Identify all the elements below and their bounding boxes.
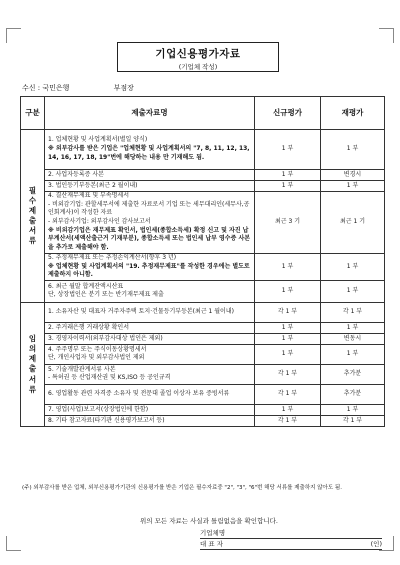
table-row [21,170,385,181]
document-name-cell [45,170,255,181]
document-name-line: - 특허권 등 산업재산권 및 KS,ISO 등 공인규격 [48,374,171,382]
re-evaluation-cell: 1 부 [321,130,385,170]
re-evaluation-cell: 최근 1 기 [321,192,385,254]
section-label-char: 서 [28,374,37,384]
document-name-cell [45,130,255,170]
new-evaluation-cell: 1 부 [255,344,321,364]
footnote: (주) 외부감사를 받은 업체, 외부신용평가기관의 신용평가를 받은 기업은 필수자료중 "2", "3", "6"번 해당 서류를 제출하지 않아도 됨. [22,485,342,491]
section-label-char: 제 [28,354,37,364]
document-name-cell [45,280,255,302]
re-evaluation-cell: 변동시 [321,333,385,344]
new-evaluation-cell: 1 부 [255,253,321,280]
document-name-line: 3. 법인등기부등본(최근 2 월이내) [48,181,138,189]
document-name-cell [45,333,255,344]
document-name-cell [45,364,255,384]
header-section: 구분 [21,97,45,130]
crop-mark-bottom-left [6,536,21,551]
document-name-line: 단, 개인사업자 및 외부감사법인 제외 [48,354,145,362]
document-name-cell [45,181,255,192]
document-name-cell [45,415,255,426]
document-name-cell [45,404,255,415]
document-name-line: ※ 업체현황 및 사업계획서의 "19. 추정재무제표"를 작성한 경우에는 별도로 제출하지 아니함. [48,262,250,279]
table-row [21,192,385,254]
crop-mark-top-right [379,28,394,43]
document-name-line: 1. 소유자산 및 대표자 거주자주택 토지·건물등기부등본(최근 1 월이내) [48,308,234,316]
document-title: 기업신용평가자료 [155,48,241,60]
document-name-cell [45,384,255,404]
recipient-label: 수신 : 국민은행 [22,84,70,92]
document-name-line: 4. 주주명부 또는 주식이동상황명세서 [48,345,147,353]
ceo-line [200,539,382,550]
section-label-char: 출 [28,364,37,374]
document-name-line: 4. 결산재무제표 및 부속명세서 [48,192,129,199]
section-label-char: 의 [28,344,37,354]
document-name-cell [45,253,255,280]
section-label-char: 임 [28,334,37,343]
new-evaluation-cell: 1 부 [255,130,321,170]
new-evaluation-cell: 1 부 [255,170,321,181]
table-row [21,333,385,344]
confirmation-text: 위의 모든 자료는 사실과 틀림없음을 확인합니다. [140,517,278,525]
new-evaluation-cell: 1 부 [255,333,321,344]
new-evaluation-cell: 1 부 [255,181,321,192]
section-label-char: 수 [28,195,37,205]
document-name-line: 3. 경영자이력서(외부감사대상 법인은 제외) [48,334,163,342]
re-evaluation-cell: 1 부 [321,253,385,280]
section-label-char: 출 [28,215,37,225]
ceo-label: 대 표 자 [200,540,223,548]
table-row [21,302,385,322]
document-name-line: 6. 최근 월말 합계잔액시산표 [48,282,124,290]
document-name-line: 8. 기타 참고자료(타기관 신용평가보고서 등) [48,416,165,424]
re-evaluation-cell: 1 부 [321,322,385,333]
document-name-line: 6. 영업활동 관련 자격증 소유자 및 전문대 졸업 이상자 보유 증빙서류 [48,390,230,398]
header-new-evaluation: 신규평가 [255,97,321,130]
section-label-char: 서 [28,226,37,236]
document-name-line: 1. 업체현황 및 사업계획서(별일 양식) [48,136,148,144]
table-row [21,384,385,404]
re-evaluation-cell: 각 1 부 [321,302,385,322]
table-row [21,415,385,426]
document-name-line: ※ 외부감사를 받은 기업은 "업체현황 및 사업계획서의 "7, 8, 11, 12, 13, 14, 16, 17, 18, 19"번에 해당하는 내용 만 기재해도 됨. [48,145,250,161]
document-name-line: 단, 상장법인은 분기 또는 반기재무제표 제출 [48,291,164,299]
section-label [21,130,45,303]
section-label-char: 류 [28,384,37,394]
signature-block [200,528,382,550]
company-name-line [200,528,382,539]
document-name-line: 2. 주거래은행 거래상황 확인서 [48,323,129,331]
section-label-char: 제 [28,205,37,215]
new-evaluation-cell: 각 1 부 [255,415,321,426]
document-name-line: 7. 영업(사업)보고서(상장법인에 한함) [48,405,149,413]
re-evaluation-cell: 1 부 [321,344,385,364]
document-name-line: - 외부감사기업: 외부감사인 감사보고서 [48,218,151,226]
table-row [21,404,385,415]
new-evaluation-cell: 1 부 [255,322,321,333]
new-evaluation-cell: 최근 3 기 [255,192,321,254]
company-name-label: 기업체명 [200,529,226,537]
re-evaluation-cell: 변경시 [321,170,385,181]
crop-mark-top-left [6,28,21,43]
document-name-cell [45,344,255,364]
new-evaluation-cell: 각 1 부 [255,384,321,404]
document-name-line: 2. 사업자등록증 사본 [48,170,104,178]
re-evaluation-cell: 1 부 [321,181,385,192]
table-body [21,130,385,427]
table-row [21,322,385,333]
document-name-line: 5. 기술개발관계서류 사본 [48,365,116,373]
table-row [21,130,385,170]
documents-table [20,96,385,427]
section-label [21,302,45,426]
recipient-dept: 부점장 [113,84,134,92]
seal-mark: (인) [370,540,382,548]
recipient-line [22,83,134,93]
table-row [21,181,385,192]
table-row [21,253,385,280]
table-header-row [21,97,385,130]
document-name-line: - 비외감기업: 관할세무서에 제출한 자료로서 기업 또는 세무대리인(세무사,공인회계사)이 작성한 자료 [48,200,250,217]
re-evaluation-cell: 추가분 [321,384,385,404]
new-evaluation-cell: 1 부 [255,280,321,302]
section-label-char: 필 [28,185,37,195]
document-name-cell [45,302,255,322]
re-evaluation-cell: 추가분 [321,364,385,384]
title-box [117,42,279,72]
new-evaluation-cell: 1 부 [255,404,321,415]
header-re-evaluation: 재평가 [321,97,385,130]
table-row [21,364,385,384]
section-label-char: 류 [28,236,37,246]
document-name-cell [45,322,255,333]
document-name-cell [45,192,255,254]
new-evaluation-cell: 각 1 부 [255,364,321,384]
re-evaluation-cell: 각 1 부 [321,415,385,426]
document-name-line: ※ 비외감기업은 재무제표 확인서, 법인세(종합소득세) 확정 신고 및 자진 납부계산서(세액산출근거 기재부분), 종합소득세 또는 법인세 납부 영수증 사본을 추가로 제출해야 함. [48,226,251,252]
table-row [21,344,385,364]
document-subtitle: (기업체 작성) [178,63,218,71]
table-row [21,280,385,302]
header-document-name: 제출자료명 [45,97,255,130]
document-name-line: 5. 추정재무제표 또는 추정손익계산서(향후 3 년) [48,253,177,261]
new-evaluation-cell: 각 1 부 [255,302,321,322]
re-evaluation-cell: 1 부 [321,404,385,415]
re-evaluation-cell: 1 부 [321,280,385,302]
